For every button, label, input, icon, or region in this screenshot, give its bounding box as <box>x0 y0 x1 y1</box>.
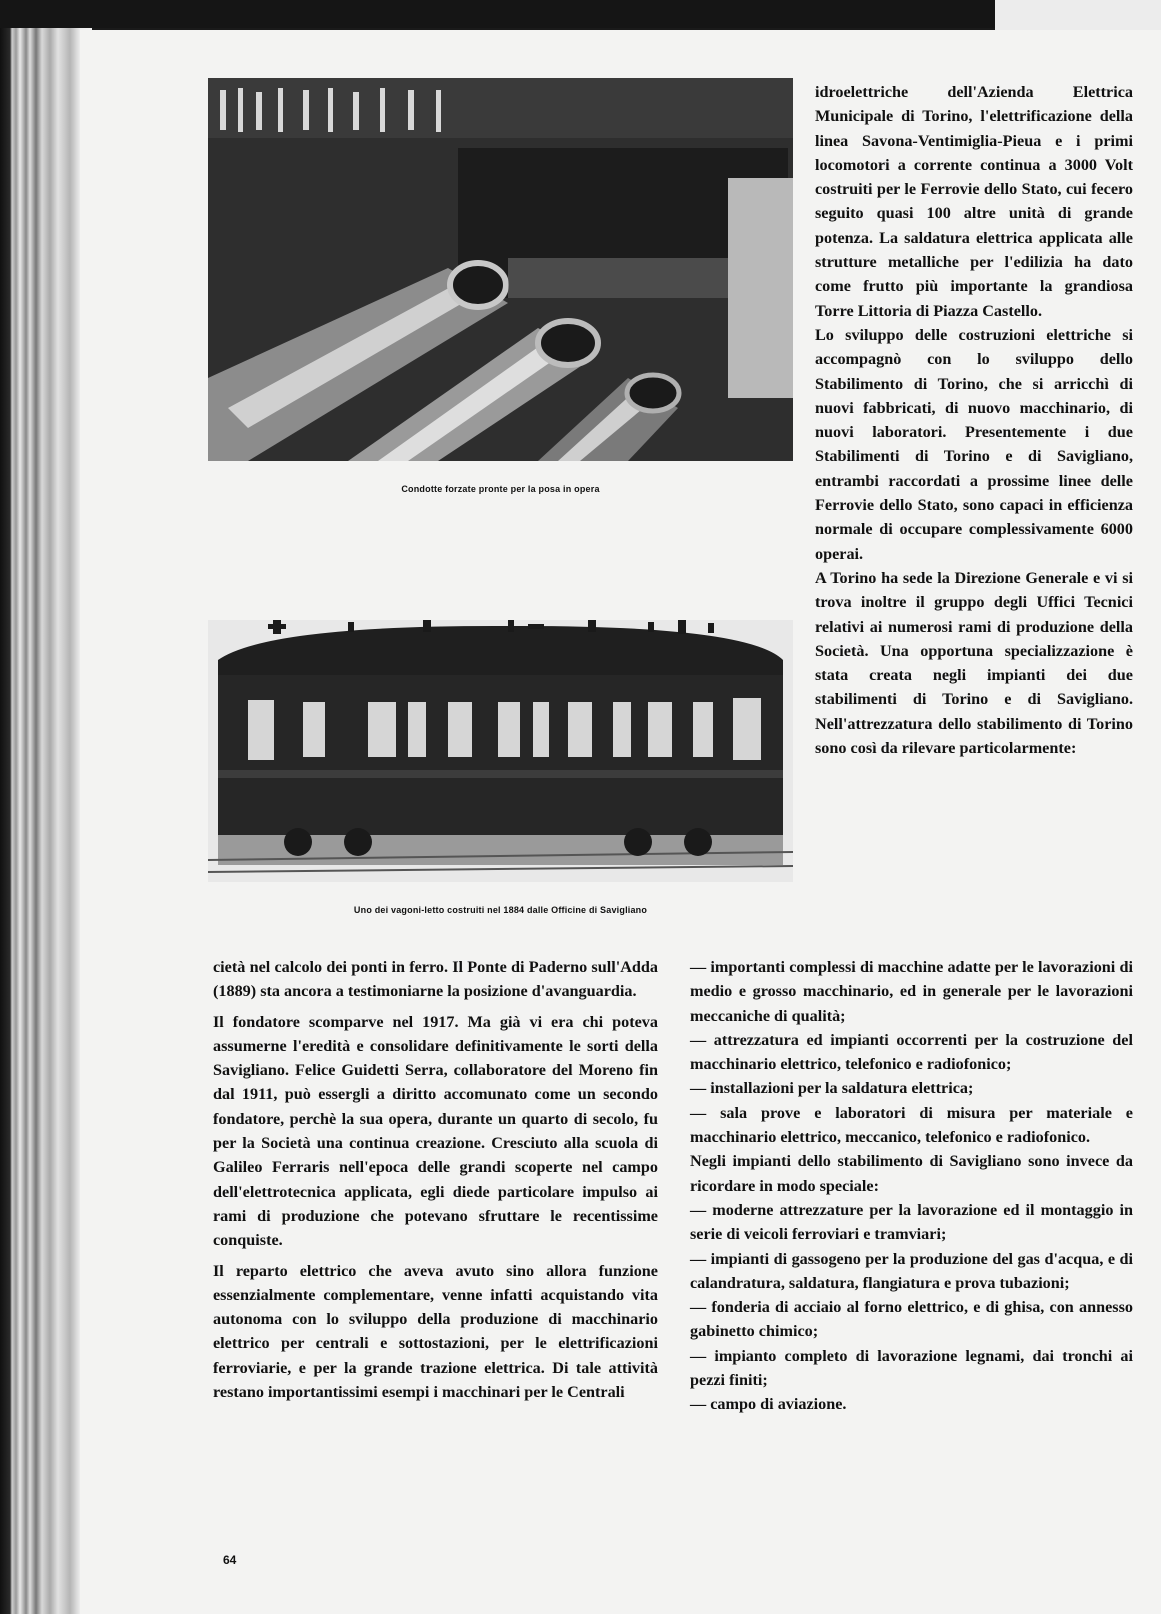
list-item: — campo di aviazione. <box>690 1395 847 1414</box>
photo-penstocks <box>208 78 793 461</box>
book-page-edges <box>0 28 92 1614</box>
scan-top-border <box>0 0 1161 28</box>
text-column-left <box>213 955 658 1404</box>
list-item: — importanti complessi di macchine adatte per le lavorazioni di medio e grosso macchinario, ed in generale per le lavorazioni meccaniche di qualità; <box>690 958 1133 1025</box>
text-column-right-bottom <box>690 955 1133 1417</box>
paragraph: Il fondatore scomparve nel 1917. Ma già vi era chi poteva assumerne l'eredità e consolidare definitivamente le sorti della Savigliano. Felice Guidetti Serra, collaboratore del Moreno fin dal 1911, può essergli a diritto accomunato come un secondo fondatore, perchè la sua opera, durante un quarto di secolo, fu per la Società una continua creazione. Cresciuto alla scuola di Galileo Ferraris nell'epoca delle grandi scoperte nel campo dell'elettrotecnica applicata, egli diede particolare impulso ai rami di produzione che potevano sfruttare le recentissime conquiste. <box>213 1012 658 1250</box>
caption-penstocks: Condotte forzate pronte per la posa in opera <box>401 484 600 494</box>
paragraph: Negli impianti dello stabilimento di Savigliano sono invece da ricordare in modo speciale: <box>690 1152 1133 1195</box>
list-item: — installazioni per la saldatura elettrica; <box>690 1079 974 1098</box>
list-item: — attrezzatura ed impianti occorrenti per la costruzione del macchinario elettrico, telefonico e radiofonico; <box>690 1030 1133 1074</box>
paragraph: cietà nel calcolo dei ponti in ferro. Il Ponte di Paderno sull'Adda (1889) sta ancora a testimoniarne la posizione d'avanguardia. <box>213 958 658 1001</box>
list-item: — moderne attrezzature per la lavorazione ed il montaggio in serie di veicoli ferroviari e tramviari; <box>690 1200 1133 1244</box>
list-item: — impianto completo di lavorazione legnami, dai tronchi ai pezzi finiti; <box>690 1346 1133 1390</box>
paragraph: idroelettriche dell'Azienda Elettrica Municipale di Torino, l'elettrificazione della linea Savona-Ventimiglia-Pieua e i primi locomotori a corrente continua a 3000 Volt costruiti per le Ferrovie dello Stato, cui fecero seguito quasi 100 altre unità di grande potenza. La saldatura elettrica applicata alle strutture metalliche per l'edilizia ha dato come frutto più importante la grandiosa Torre Littoria di Piazza Castello. <box>815 83 1133 320</box>
scan-top-right-margin <box>995 0 1161 34</box>
caption-sleeping-car: Uno dei vagoni-letto costruiti nel 1884 dalle Officine di Savigliano <box>353 905 648 915</box>
paragraph: A Torino ha sede la Direzione Generale e vi si trova inoltre il gruppo degli Uffici Tecnici relativi ai numerosi rami di produzione della Società. Una opportuna specializzazione è stata creata negli impianti dei due stabilimenti di Torino e di Savigliano. Nell'attrezzatura dello stabilimento di Torino sono così da rilevare particolarmente: <box>815 568 1133 758</box>
page-number: 64 <box>223 1553 237 1567</box>
paragraph: Lo sviluppo delle costruzioni elettriche si accompagnò con lo sviluppo dello Stabilimento di Torino, che si arricchì di nuovi fabbricati, di nuovo macchinario, di nuovi laboratori. Presentemente i due Stabilimenti di Torino e di Savigliano, entrambi raccordati a prossime linee delle Ferrovie dello Stato, sono capaci in efficienza normale di occupare complessivamente 6000 operai. <box>815 325 1133 563</box>
paragraph: Il reparto elettrico che aveva avuto sino allora funzione essenzialmente complementare, venne infatti acquistando vita autonoma con lo sviluppo della produzione di macchinario elettrico per centrali e sottostazioni, per le elettrificazioni ferroviarie, e per la grande trazione elettrica. Di tale attività restano importantissimi esempi i macchinari per le Centrali <box>213 1261 658 1402</box>
text-column-right-top <box>815 80 1133 760</box>
list-item: — fonderia di acciaio al forno elettrico, e di ghisa, con annesso gabinetto chimico; <box>690 1298 1133 1341</box>
list-item: — sala prove e laboratori di misura per materiale e macchinario elettrico, meccanico, telefonico e radiofonico. <box>690 1103 1133 1147</box>
photo-sleeping-car <box>208 620 793 882</box>
list-item: — impianti di gassogeno per la produzione del gas d'acqua, e di calandratura, saldatura, flangiatura e prova tubazioni; <box>690 1249 1133 1292</box>
